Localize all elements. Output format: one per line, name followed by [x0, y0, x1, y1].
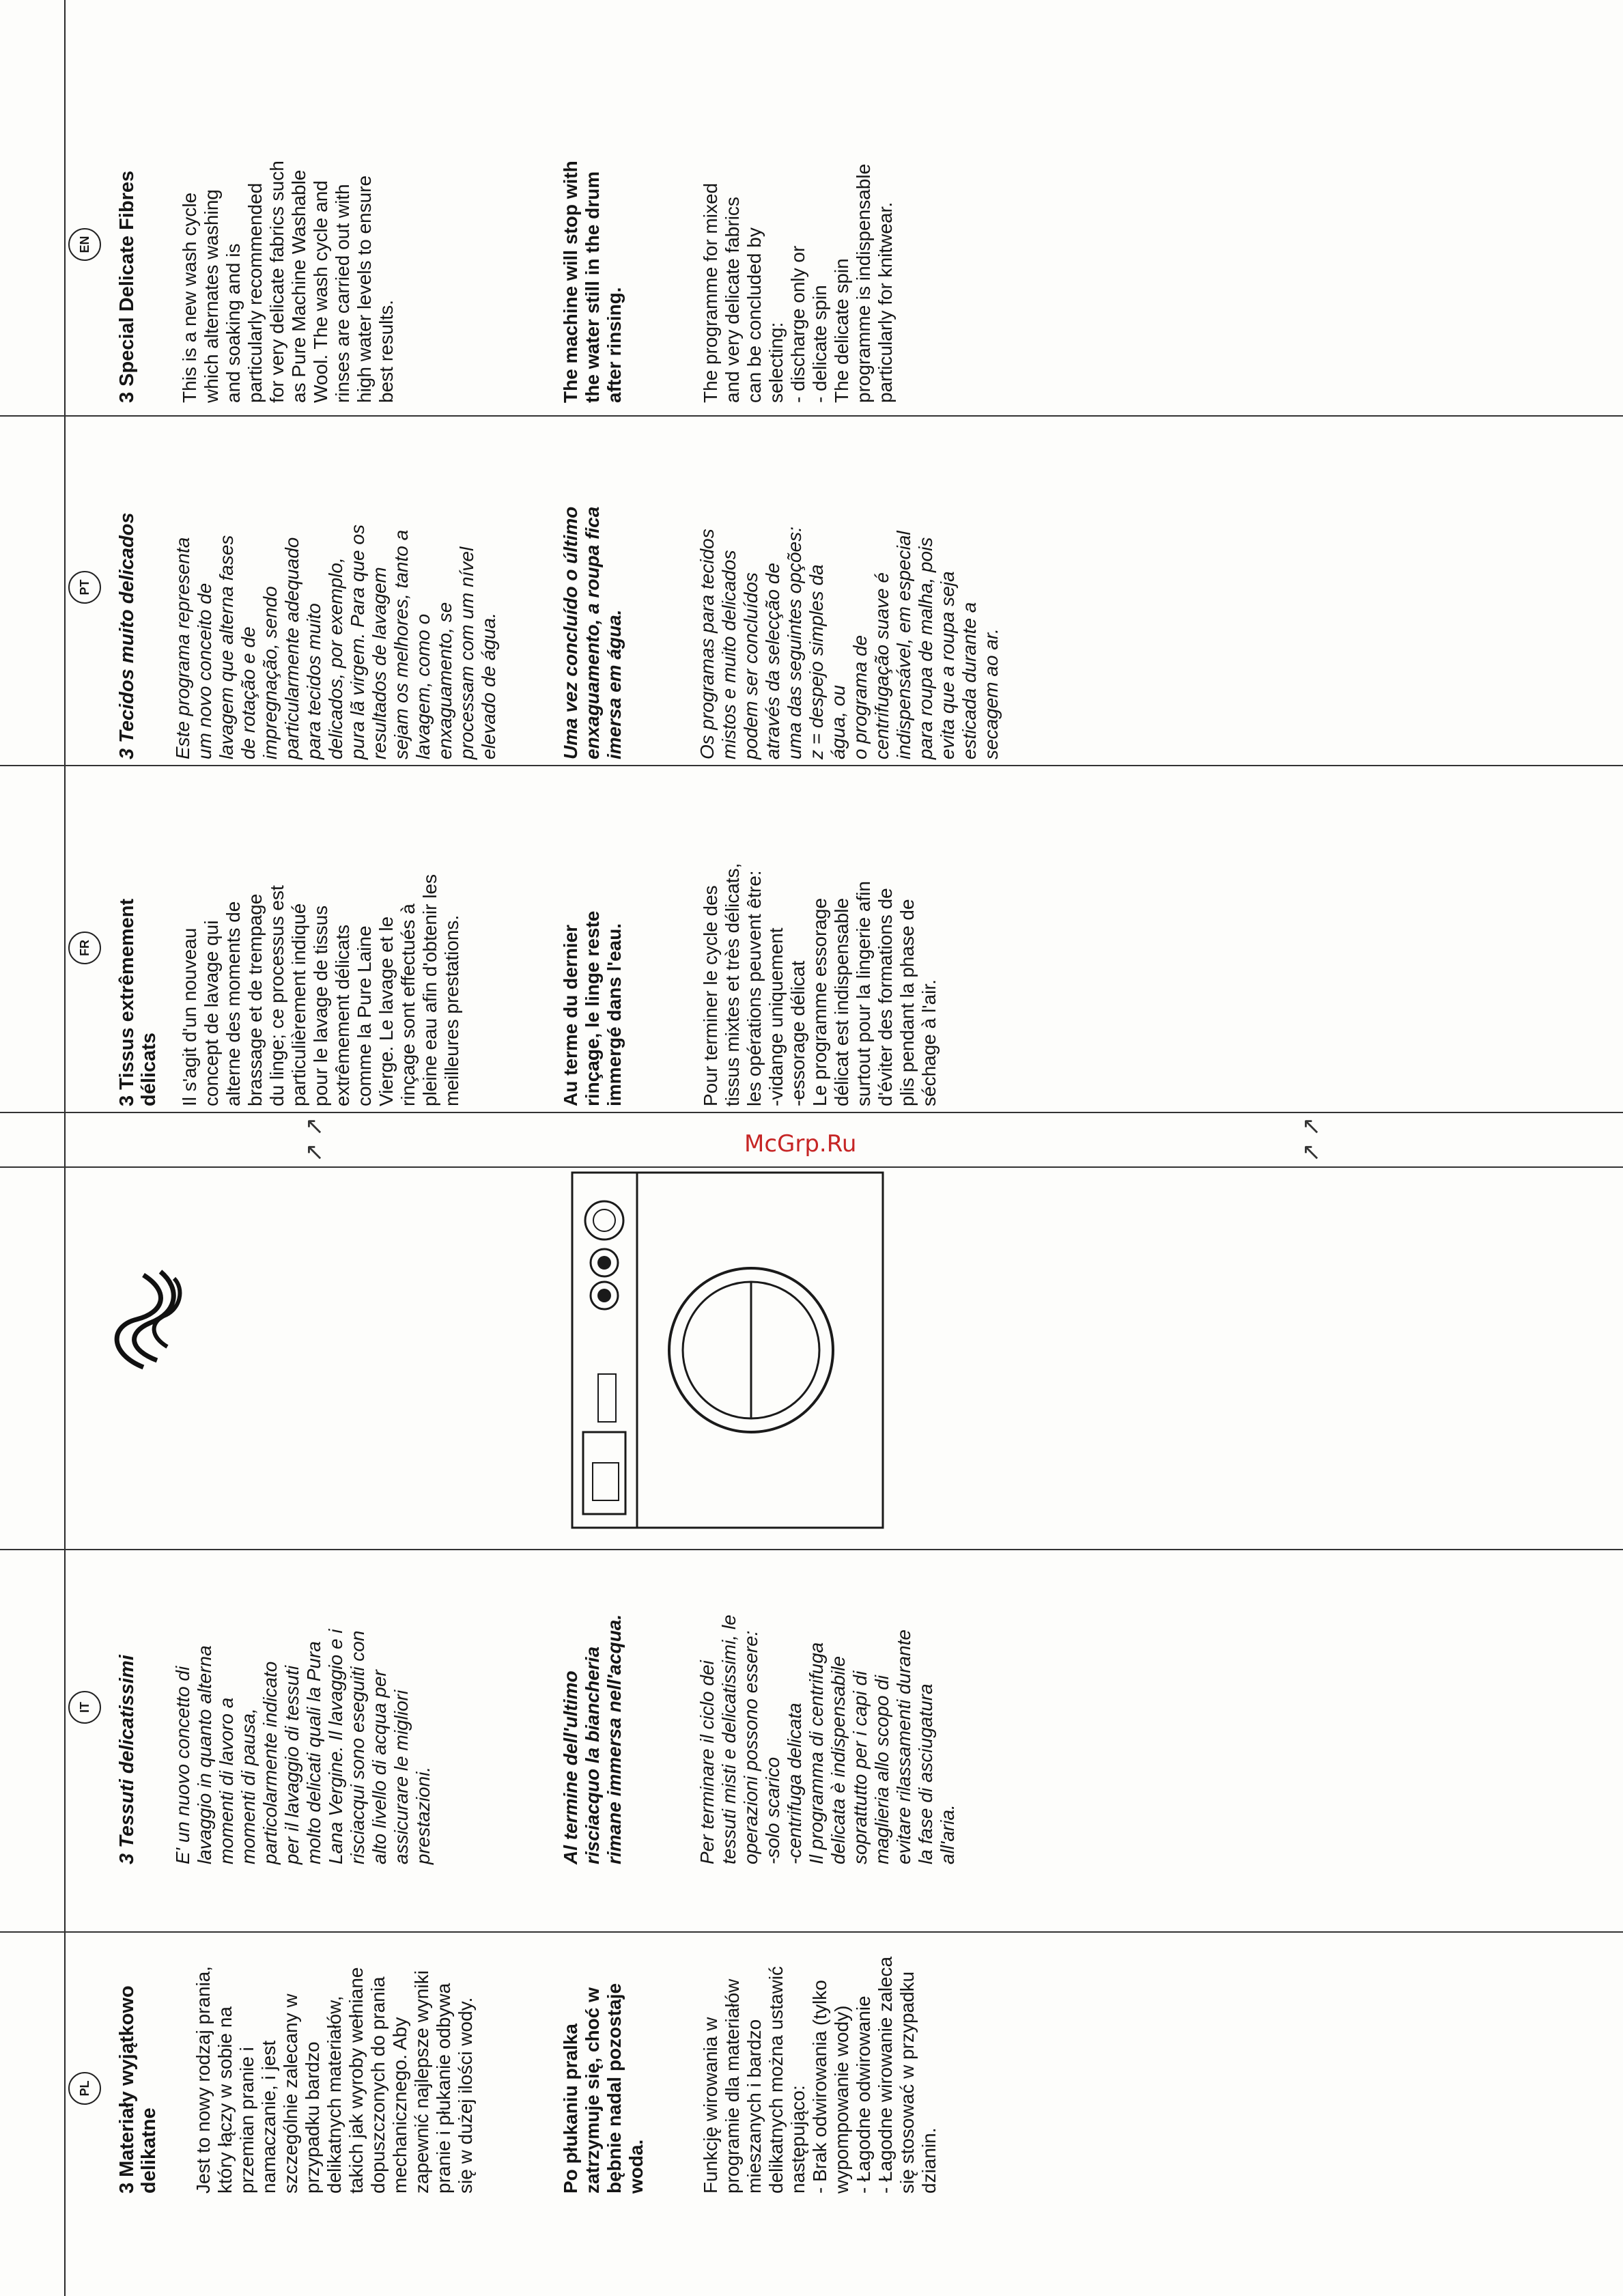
it-section-title: 3 Tessuti delicatissimi: [116, 1655, 138, 1864]
column-arrow-mark: ↗ ↗: [1298, 1117, 1324, 1162]
pl-section-title: 3 Materiały wyjątkowo delikatne: [116, 1985, 160, 2194]
fr-section-title: 3 Tissus extrêmement délicats: [116, 898, 160, 1106]
pt-spin-options: Os programas para tecidos mistos e muito delicados podem ser concluídos através da selecção de uma das seguintes opções: z = despejo simples da água, ou o programa de centrifugação suave é indispensável, em especial para roupa de malha, pois evita que a roupa seja esticada durante a secagem ao ar.: [696, 527, 1002, 759]
en-section-title: 3 Special Delicate Fibres: [116, 170, 138, 403]
it-description: E' un nuovo concetto di lavaggio in quanto alterna momenti di lavoro a momenti di pausa, particolarmente indicato per il lavaggio di tessuti molto delicati quali la Pura Lana Vergine. Il lavaggio e i risciacqui sono eseguiti con alto livello di acqua per assicurare le migliori prestazioni.: [172, 1629, 434, 1864]
washing-machine-icon: [567, 1159, 894, 1541]
woolmark-logo: [102, 1265, 195, 1374]
column-divider-6: [0, 415, 1623, 417]
fr-rinse-note: Au terme du dernier rinçage, le linge reste immergé dans l'eau.: [560, 910, 625, 1106]
language-badge-pt: PT: [68, 571, 101, 604]
language-badge-it: IT: [68, 1691, 101, 1724]
column-divider-2: [0, 1549, 1623, 1550]
pt-rinse-note: Uma vez concluído o último enxaguamento, a roupa fica imersa em água.: [560, 506, 625, 759]
column-divider-1: [0, 1931, 1623, 1933]
it-spin-options: Per terminare il ciclo dei tessuti misti e delicatissimi, le operazioni possono essere: -solo scarico -centrifuga delicata Il programma di centrifuga delicata è indispensabile soprattutto per i capi di maglieria allo scopo di evitare rilassamenti durante la fase di asciugatura all'aria.: [696, 1614, 958, 1864]
woolmark-icon: [102, 1265, 191, 1374]
pl-description: Jest to nowy rodzaj prania, który łączy w sobie na przemian pranie i namaczanie, i jest szczególnie zalecany w przypadku bardzo delikatnych materiałów, takich jak wyroby wełniane dopuszczonych do prania mechanicznego. Aby zapewnić najlepsze wyniki pranie i płukanie odbywa się w dużej ilości wody.: [193, 1965, 476, 2194]
watermark: McGrp.Ru: [744, 1130, 857, 1158]
fr-spin-options: Pour terminer le cycle des tissus mixtes et très délicats, les opérations peuvent être: -vidange uniquement -essorage délicat Le programme essorage délicat est indispensable surtout pour la lingerie afin d'éviter des formations de plis pendant la phase de séchage à l'air.: [700, 863, 940, 1106]
language-badge-pl: PL: [68, 2072, 101, 2105]
en-spin-options: The programme for mixed and very delicate fabrics can be concluded by selecting: - discharge only or - delicate spin The delicate spin programme is indispensable particularly for knitwear.: [700, 163, 896, 403]
column-divider-4: [0, 1112, 1623, 1113]
language-badge-fr: FR: [68, 932, 101, 964]
pl-rinse-note: Po płukaniu pralka zatrzymuje się, choć w bębnie nadal pozostaje woda.: [560, 1983, 647, 2194]
washing-machine-illustration: [567, 1159, 898, 1541]
fr-description: Il s'agit d'un nouveau concept de lavage qui alterne des moments de brassage et de trempage du linge; ce processus est particulièrement indiqué pour le lavage de tissus extrêmement délicats comme la Pure Laine Vierge. Le lavage et le rinçage sont effectués à pleine eau afin d'obtenir les meilleures prestations.: [179, 873, 462, 1106]
en-rinse-note: The machine will stop with the water still in the drum after rinsing.: [560, 160, 625, 403]
column-arrow-mark: ↗ ↗: [301, 1117, 327, 1162]
language-badge-en: EN: [68, 228, 101, 261]
it-rinse-note: Al termine dell'ultimo risciacquo la biancheria rimane immersa nell'acqua.: [560, 1614, 625, 1864]
pt-description: Este programa representa um novo conceito de lavagem que alterna fases de rotação e de impregnação, sendo particularmente adequado para tecidos muito delicados, por exemplo, pura lã virgem. Para que os resultados de lavagem sejam os melhores, tanto a lavagem, como o enxaguamento, se processam com um nível elevado de água.: [172, 524, 499, 759]
pl-spin-options: Funkcję wirowania w programie dla materiałów mieszanych i bardzo delikatnych można ustawić następująco: - Brak odwirowania (tylko wypompowanie wody) - Łagodne odwirowanie - Łagodne wirowanie zaleca się stosować w przypadku dzianin.: [700, 1956, 940, 2194]
en-description: This is a new wash cycle which alternates washing and soaking and is particularly recommended for very delicate fabrics such as Pure Machine Washable Wool. The wash cycle and rinses are carried out with high water levels to ensure best results.: [179, 160, 397, 403]
pt-section-title: 3 Tecidos muito delicados: [116, 512, 138, 759]
top-rule: [64, 0, 66, 2296]
column-divider-5: [0, 765, 1623, 766]
